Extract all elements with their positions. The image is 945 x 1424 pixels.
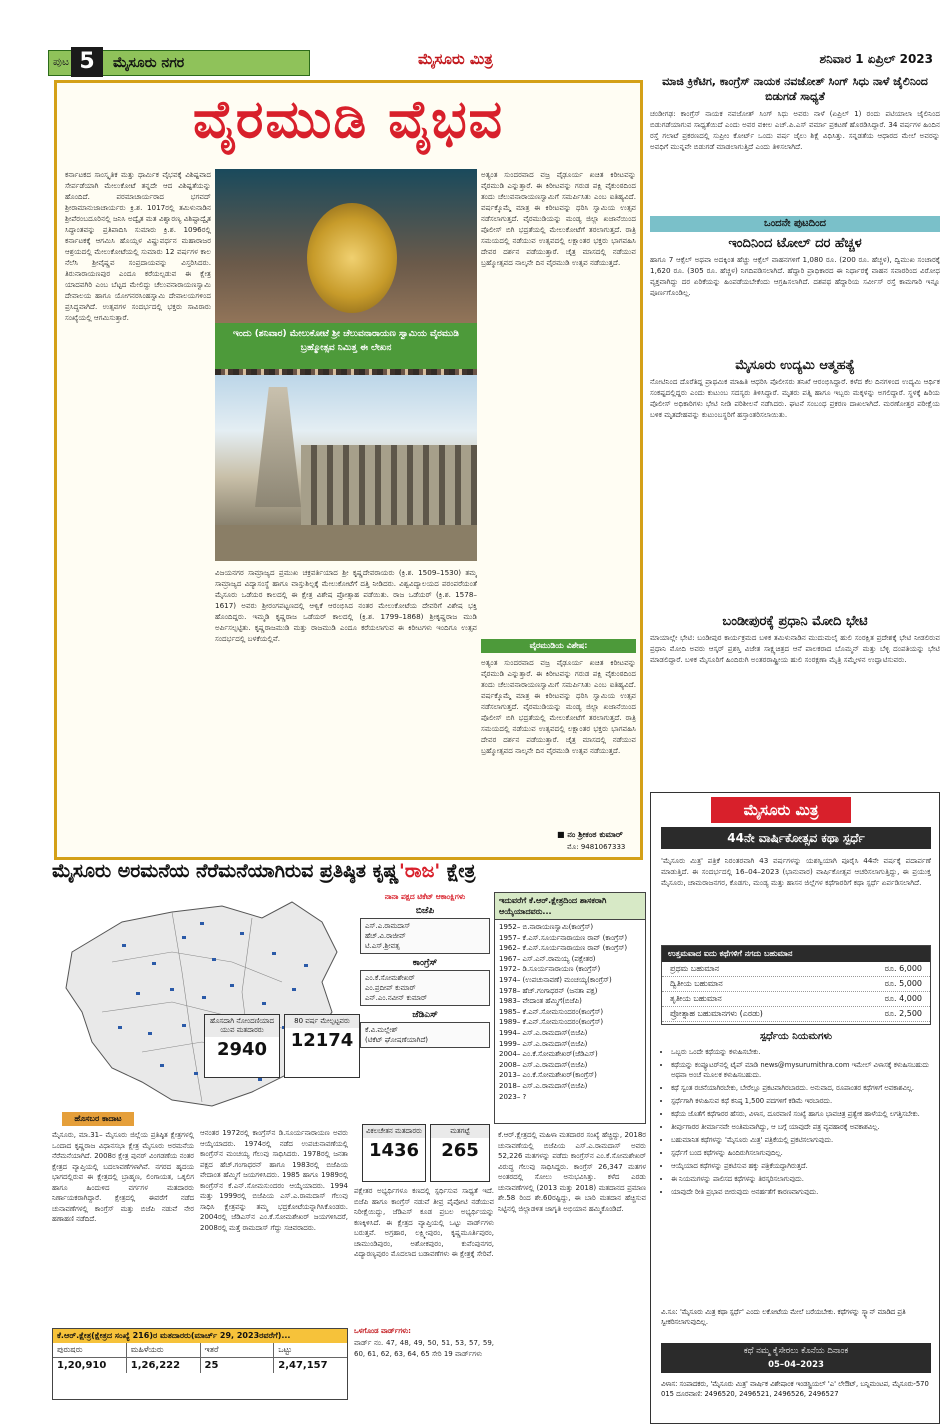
voter-table-header: ಪುರುಷರು: [53, 1343, 127, 1357]
voter-table-header: ಮಹಿಳೆಯರು: [127, 1343, 201, 1357]
section-tag: ಹೊಸಬರ ಕಾದಾಟ: [62, 1112, 134, 1126]
news-modi-headline: ಬಂಡೀಪುರಕ್ಕೆ ಪ್ರಧಾನಿ ಮೋದಿ ಭೇಟಿ: [722, 614, 868, 629]
election-col-b: ಆನಂತರ 1972ರಲ್ಲಿ ಕಾಂಗ್ರೆಸ್‌ನ ಡಿ.ಸೂರ್ಯನಾರಾಯಣ ಅವರು ಆಯ್ಕೆಯಾದರು. 1974ರಲ್ಲಿ ನಡೆದ ಉಪಚುನಾವಣೆಯಲ್ಲಿ ಕಾಂಗ್ರೆಸ್‌ನ ಮಂಚಯ್ಯ ಗೆಲುವು ಸಾಧಿಸಿದರು. 1978ರಲ್ಲಿ ಜನತಾ ಪಕ್ಷದ ಹೆಚ್.ಗಂಗಾಧರನ್ ಹಾಗೂ 1983ರಲ್ಲಿ ಬಿಜೆಪಿಯ ವೇದಾಂತ ಹೆಮ್ಮಿಗೆ ಜಯಗಳಿಸಿದರು. 1985 ಹಾಗೂ 1989ರಲ್ಲಿ ಕಾಂಗ್ರೆಸ್‌ನ ಕೆ.ಎನ್.ಸೋಮಸುಂದರಂ ಆಯ್ಕೆಯಾದರು. 1994 ಮತ್ತು 1999ರಲ್ಲಿ ಬಿಜೆಪಿಯ ಎಸ್.ಎ.ರಾಮದಾಸ್ ಗೆಲುವು ಸಾಧಿಸಿ ಕ್ಷೇತ್ರವನ್ನು ತಮ್ಮ ಭದ್ರಕೋಟೆಯನ್ನಾಗಿಸಿಕೊಂಡರು. 2004ರಲ್ಲಿ ಜೆಡಿಎಸ್‌ನ ಎಂ.ಕೆ.ಸೋಮಶೇಖರ್ ಜಯಗಳಿಸಿದರೆ, 2008ರಲ್ಲಿ ಮತ್ತೆ ರಾಮದಾಸ್ ಗೆದ್ದು ಸಚಿವರಾದರು.: [200, 1129, 348, 1232]
byline: ■ ನಂ ಶ್ರೀಕಂಠ ಕುಮಾರ್: [557, 830, 623, 839]
news-modi-text: ಮಾಯಾಲ್ಲೇ ಭೇಟಿ: ಬಂಡೀಪುರ ಕಾರ್ಯಕ್ರಮದ ಬಳಿಕ ತಮಿಳುನಾಡಿನ ಮುದುಮಲೈ ಹುಲಿ ಸಂರಕ್ಷಿತ ಪ್ರದೇಶಕ್ಕೆ ಭೇಟಿ ನೀಡಲಿರುವ ಪ್ರಧಾನಿ ಮೋದಿ ಅವರು ಆಸ್ಕರ್ ಪ್ರಶಸ್ತಿ ವಿಜೇತ ಸಾಕ್ಷ್ಯಚಿತ್ರದ ಆನೆ ಪಾಲಕರಾದ ಬೊಮ್ಮನ್ ಮತ್ತು ಬೆಳ್ಳಿ ದಂಪತಿಯನ್ನು ಭೇಟಿ ಮಾಡಲಿದ್ದಾರೆ. ಬಳಿಕ ಮೈಸೂರಿಗೆ ಹಿಂದಿರುಗಿ ಅಂತರರಾಷ್ಟ್ರೀಯ ಹುಲಿ ಸಂರಕ್ಷಣಾ ಮೈತ್ರಿ ಸಮ್ಮೇಳನ ಉದ್ಘಾಟಿಸುವರು.: [650, 633, 940, 664]
temple-photo: [215, 375, 477, 561]
stat-senior-voters: [284, 1014, 360, 1078]
mla-entry: 2018– ಎಸ್.ಎ.ರಾಮದಾಸ್(ಬಿಜೆಪಿ): [499, 1081, 588, 1090]
contest-address: ವಿಳಾಸ: ಸಂಪಾದಕರು, 'ಮೈಸೂರು ಮಿತ್ರ' ವಾರ್ಷಿಕ ವಿಶೇಷಾಂಕ ಇಂಡಸ್ಟ್ರಿಯಲ್ 'ಎ' ಲೇಔಟ್, ಬನ್ನಿಮಂಟಪ, ಮೈಸೂರು-570 015 ದೂರವಾಣಿ: 2496520, 2496521, 2496526, 2496527: [661, 1380, 929, 1398]
mla-entry: 1985– ಕೆ.ಎನ್.ಸೋಮಸುಂದರಂ(ಕಾಂಗ್ರೆಸ್): [499, 1007, 604, 1016]
stat-label: 80 ವರ್ಷ ಮೇಲ್ಪಟ್ಟವರು: [285, 1015, 359, 1028]
contest-intro: 'ಮೈಸೂರು ಮಿತ್ರ' ಪತ್ರಿಕೆ ನಿರಂತರವಾಗಿ 43 ವರ್ಷಗಳನ್ನು ಯಶಸ್ವಿಯಾಗಿ ಪೂರೈಸಿ 44ನೇ ವರ್ಷಕ್ಕೆ ಪದಾರ್ಪಣೆ ಮಾಡುತ್ತಿದೆ. ಈ ಸಂದರ್ಭದಲ್ಲಿ 16–04–2023 (ಭಾನುವಾರ) ವಾರ್ಷಿಕೋತ್ಸವ ಆಚರಿಸಲಾಗುತ್ತಿದ್ದು, ಈ ಪ್ರಯುಕ್ತ ಮೈಸೂರು, ಚಾಮರಾಜನಗರ, ಕೊಡಗು, ಮಂಡ್ಯ ಮತ್ತು ಹಾಸನ ಜಿಲ್ಲೆಗಳ ಕಥೆಗಾರರಿಗೆ ಕಥಾ ಸ್ಪರ್ಧೆ ಏರ್ಪಡಿಸಲಾಗಿದೆ.: [661, 856, 931, 887]
headline-part-2: ಕ್ಷೇತ್ರ: [440, 860, 476, 882]
stat-polling-booths: [430, 1124, 490, 1182]
news-suicide-text: ನೋಟಿನಿಂದ ದೊರೆತಿದ್ದ ಪ್ರಾಥಮಿಕ ಮಾಹಿತಿ ಆಧರಿಸಿ ಪೊಲೀಸರು ತನಿಖೆ ಆರಂಭಿಸಿದ್ದಾರೆ. ಕಳೆದ ಕೆಲ ದಿನಗಳಿಂದ ಉದ್ಯಮಿ ಆರ್ಥಿಕ ಸಂಕಷ್ಟದಲ್ಲಿದ್ದರು ಎಂದು ಕುಟುಂಬ ಸದಸ್ಯರು ತಿಳಿಸಿದ್ದಾರೆ. ಮೃತರು ಪತ್ನಿ ಹಾಗೂ ಇಬ್ಬರು ಮಕ್ಕಳನ್ನು ಅಗಲಿದ್ದಾರೆ. ಸ್ಥಳಕ್ಕೆ ಹಿರಿಯ ಪೊಲೀಸ್ ಅಧಿಕಾರಿಗಳು ಭೇಟಿ ನೀಡಿ ಪರಿಶೀಲನೆ ನಡೆಸಿದರು. ಘಟನೆ ಸಂಬಂಧ ಪ್ರಕರಣ ದಾಖಲಾಗಿದೆ. ಮರಣೋತ್ತರ ಪರೀಕ್ಷೆಯ ಬಳಿಕ ಮೃತದೇಹವನ್ನು ಕುಟುಂಬಸ್ಥರಿಗೆ ಹಸ್ತಾಂತರಿಸಲಾಯಿತು.: [650, 377, 940, 419]
rule-item: • ಆಯ್ಕೆಯಾದ ಕಥೆಗಳನ್ನು ಪ್ರಕಟಿಸುವ ಹಕ್ಕು ಪತ್ರಿಕೆಯದ್ದಾಗಿರುತ್ತದೆ.: [671, 1161, 931, 1171]
deity-crown-image: [307, 203, 397, 313]
stat-value: 1436: [368, 1140, 420, 1161]
rule-item: • ಕಥೆಯನ್ನು ಕಂಪ್ಯೂಟರ್‌ನಲ್ಲಿ ಟೈಪ್ ಮಾಡಿ news@mysurumithra.com ಇಮೇಲ್ ವಿಳಾಸಕ್ಕೆ ಕಳುಹಿಸಬಹುದು ಅಥವಾ ಅಂಚೆ ಮೂಲಕ ಕಳುಹಿಸಬಹುದು.: [671, 1060, 931, 1080]
election-col-d: ಕೆ.ಆರ್.ಕ್ಷೇತ್ರದಲ್ಲಿ ಮಹಿಳಾ ಮತದಾರರ ಸಂಖ್ಯೆ ಹೆಚ್ಚಿದ್ದು, 2018ರ ಚುನಾವಣೆಯಲ್ಲಿ ಬಿಜೆಪಿಯ ಎಸ್.ಎ.ರಾಮದಾಸ್ ಅವರು 52,226 ಮತಗಳನ್ನು ಪಡೆದು ಕಾಂಗ್ರೆಸ್‌ನ ಎಂ.ಕೆ.ಸೋಮಶೇಖರ್ ವಿರುದ್ಧ ಗೆಲುವು ಸಾಧಿಸಿದ್ದರು. ಕಾಂಗ್ರೆಸ್ 26,347 ಮತಗಳ ಅಂತರದಲ್ಲಿ ಸೋಲು ಅನುಭವಿಸಿತ್ತು. ಕಳೆದ ಎರಡು ಚುನಾವಣೆಗಳಲ್ಲಿ (2013 ಮತ್ತು 2018) ಮತದಾನದ ಪ್ರಮಾಣ ಶೇ.58 ರಿಂದ ಶೇ.60ರಷ್ಟಿದ್ದು, ಈ ಬಾರಿ ಮತದಾನ ಹೆಚ್ಚಿಸುವ ನಿಟ್ಟಿನಲ್ಲಿ ಜಿಲ್ಲಾಡಳಿತ ಜಾಗೃತಿ ಅಭಿಯಾನ ಹಮ್ಮಿಕೊಂಡಿದೆ.: [498, 1131, 646, 1213]
page-number: 5: [71, 47, 103, 77]
deadline-date: 05–04–2023: [768, 1360, 824, 1370]
issue-date: ಶನಿವಾರ 1 ಏಪ್ರಿಲ್ 2023: [819, 52, 933, 66]
prize-amount: ರೂ. 4,000: [884, 994, 922, 1003]
deadline-box: [661, 1343, 931, 1373]
voter-table-caption: ಕೆ.ಆರ್.ಕ್ಷೇತ್ರ(ಕ್ಷೇತ್ರದ ಸಂಖ್ಯೆ 216)ರ ಮತದಾರರು(ಮಾರ್ಚ್ 29, 2023ರವರೆಗೆ)...: [53, 1329, 347, 1343]
deadline-label: ಕಥೆ ನಮ್ಮ ಕೈಸೇರಲು ಕೊನೆಯ ದಿನಾಂಕ: [743, 1346, 849, 1356]
stat-value: 12174: [290, 1030, 354, 1051]
feature-title: ವೈರಮುಡಿ ವೈಭವ: [192, 89, 504, 150]
news-sidhu-text: ಚಂಡೀಗಢ: ಕಾಂಗ್ರೆಸ್ ನಾಯಕ ನವಜೋತ್ ಸಿಂಗ್ ಸಿಧು ಅವರು ನಾಳೆ (ಏಪ್ರಿಲ್ 1) ರಂದು ಪಟಿಯಾಲಾ ಜೈಲಿನಿಂದ ಬಿಡುಗಡೆಯಾಗುವ ಸಾಧ್ಯತೆಯಿದೆ ಎಂದು ಅವರ ವಕೀಲ ಎಚ್.ಪಿ.ಎಸ್ ವರ್ಮಾ ಪ್ರಕಟಣೆ ಹೊರಡಿಸಿದ್ದಾರೆ. 34 ವರ್ಷಗಳ ಹಿಂದಿನ ರಸ್ತೆ ಗಲಾಟೆ ಪ್ರಕರಣದಲ್ಲಿ ಸುಪ್ರೀಂ ಕೋರ್ಟ್ ಒಂದು ವರ್ಷ ಜೈಲು ಶಿಕ್ಷೆ ವಿಧಿಸಿತ್ತು. ಸನ್ನಡತೆಯ ಆಧಾರದ ಮೇಲೆ ಅವರನ್ನು ಅವಧಿಗೆ ಮುನ್ನವೇ ಬಿಡುಗಡೆ ಮಾಡಲಾಗುತ್ತಿದೆ ಎಂದು ತಿಳಿಸಲಾಗಿದೆ.: [650, 109, 940, 151]
feature-col-3: ಅತ್ಯಂತ ಸುಂದರವಾದ ವಜ್ರ ವೈಢೂರ್ಯ ಖಚಿತ ಕಿರೀಟವನ್ನು ವೈರಮುಡಿ ಎನ್ನುತ್ತಾರೆ. ಈ ಕಿರೀಟವನ್ನು ಗರುಡ ಪಕ್ಷಿ ವೈಕುಂಠದಿಂದ ತಂದು ಚೆಲುವನಾರಾಯಣಸ್ವಾಮಿಗೆ ಸಮರ್ಪಿಸಿತು ಎಂಬ ಐತಿಹ್ಯವಿದೆ. ವರ್ಷಕ್ಕೊಮ್ಮೆ ಮಾತ್ರ ಈ ಕಿರೀಟವನ್ನು ಧರಿಸಿ ಸ್ವಾಮಿಯ ಉತ್ಸವ ನಡೆಸಲಾಗುತ್ತದೆ. ವೈರಮುಡಿಯನ್ನು ಮಂಡ್ಯ ಜಿಲ್ಲಾ ಖಜಾನೆಯಿಂದ ಪೊಲೀಸ್ ಬಿಗಿ ಭದ್ರತೆಯಲ್ಲಿ ಮೇಲುಕೋಟೆಗೆ ತರಲಾಗುತ್ತದೆ. ರಾತ್ರಿ ಸಮಯದಲ್ಲಿ ನಡೆಯುವ ಉತ್ಸವದಲ್ಲಿ ಲಕ್ಷಾಂತರ ಭಕ್ತರು ಭಾಗವಹಿಸಿ ದೇವರ ದರ್ಶನ ಪಡೆಯುತ್ತಾರೆ. ಚೈತ್ರ ಮಾಸದಲ್ಲಿ ನಡೆಯುವ ಬ್ರಹ್ಮೋತ್ಸವದ ನಾಲ್ಕನೇ ದಿನ ವೈರಮುಡಿ ಉತ್ಸವ ನಡೆಯುತ್ತದೆ.: [481, 170, 636, 267]
mla-entry: 1974– (ಉಪಚುನಾವಣೆ) ಮಂಚಯ್ಯ(ಕಾಂಗ್ರೆಸ್): [499, 975, 612, 984]
mla-entry: 1952– ಬಿ.ನಾರಾಯಣಸ್ವಾಮಿ(ಕಾಂಗ್ರೆಸ್): [499, 923, 594, 931]
stat-disabled-voters: [362, 1124, 426, 1182]
prize-label: ತೃತೀಯ ಬಹುಮಾನ: [670, 994, 722, 1003]
past-mla-list: [494, 892, 646, 1124]
news-toll-headline: ಇಂದಿನಿಂದ ಟೋಲ್ ದರ ಹೆಚ್ಚಳ: [728, 236, 862, 251]
feature-col-3b: ಅತ್ಯಂತ ಸುಂದರವಾದ ವಜ್ರ ವೈಢೂರ್ಯ ಖಚಿತ ಕಿರೀಟವನ್ನು ವೈರಮುಡಿ ಎನ್ನುತ್ತಾರೆ. ಈ ಕಿರೀಟವನ್ನು ಗರುಡ ಪಕ್ಷಿ ವೈಕುಂಠದಿಂದ ತಂದು ಚೆಲುವನಾರಾಯಣಸ್ವಾಮಿಗೆ ಸಮರ್ಪಿಸಿತು ಎಂಬ ಐತಿಹ್ಯವಿದೆ. ವರ್ಷಕ್ಕೊಮ್ಮೆ ಮಾತ್ರ ಈ ಕಿರೀಟವನ್ನು ಧರಿಸಿ ಸ್ವಾಮಿಯ ಉತ್ಸವ ನಡೆಸಲಾಗುತ್ತದೆ. ವೈರಮುಡಿಯನ್ನು ಮಂಡ್ಯ ಜಿಲ್ಲಾ ಖಜಾನೆಯಿಂದ ಪೊಲೀಸ್ ಬಿಗಿ ಭದ್ರತೆಯಲ್ಲಿ ಮೇಲುಕೋಟೆಗೆ ತರಲಾಗುತ್ತದೆ. ರಾತ್ರಿ ಸಮಯದಲ್ಲಿ ನಡೆಯುವ ಉತ್ಸವದಲ್ಲಿ ಲಕ್ಷಾಂತರ ಭಕ್ತರು ಭಾಗವಹಿಸಿ ದೇವರ ದರ್ಶನ ಪಡೆಯುತ್ತಾರೆ. ಚೈತ್ರ ಮಾಸದಲ್ಲಿ ನಡೆಯುವ ಬ್ರಹ್ಮೋತ್ಸವದ ನಾಲ್ಕನೇ ದಿನ ವೈರಮುಡಿ ಉತ್ಸವ ನಡೆಯುತ್ತದೆ.: [481, 658, 636, 755]
page-word: ಪುಟ: [53, 55, 70, 68]
stat-label: ಮತಗಟ್ಟೆ: [431, 1125, 489, 1138]
feature-col-1: ಕರ್ನಾಟಕದ ಸಾಂಸ್ಕೃತಿಕ ಮತ್ತು ಧಾರ್ಮಿಕ ವೈಭವಕ್ಕೆ ವಿಶಿಷ್ಟವಾದ ಸೇರ್ಪಡೆಯಾಗಿ ಮೇಲುಕೋಟೆ ತನ್ನದೇ ಆದ ವಿಶಿಷ್ಟತೆಯನ್ನು ಹೊಂದಿದೆ. ಪರಮಾಚಾರ್ಯರಾದ ಭಗವದ್ ಶ್ರೀರಾಮಾನುಜಾಚಾರ್ಯರು ಕ್ರಿ.ಶ. 1017ರಲ್ಲಿ ತಮಿಳುನಾಡಿನ ಶ್ರೀಪೆರಂಬದೂರಿನಲ್ಲಿ ಜನಿಸಿ ಅದ್ವೈತ ಮತ ವಿಶ್ವಾರಣ್ಯ ವಿಶಿಷ್ಟಾದ್ವೈತ ಸಿದ್ಧಾಂತವನ್ನು ಪ್ರತಿಪಾದಿಸಿ ಸುಮಾರು ಕ್ರಿ.ಶ. 1096ರಲ್ಲಿ ಕರ್ನಾಟಕಕ್ಕೆ ಆಗಮಿಸಿ ಹೊಯ್ಸಳ ವಿಷ್ಣುವರ್ಧನ ಮಹಾರಾಜರ ಆಶ್ರಯದಲ್ಲಿ ಮೇಲುಕೋಟೆಯಲ್ಲಿ ಸುಮಾರು 12 ವರ್ಷಗಳ ಕಾಲ ನೆಲೆಸಿ ಶ್ರೀವೈಷ್ಣವ ಸಂಪ್ರದಾಯವನ್ನು ವಿಸ್ತರಿಸಿದರು. ತಿರುನಾರಾಯಣಪುರ ಎಂದೂ ಕರೆಯಲ್ಪಡುವ ಈ ಕ್ಷೇತ್ರ ಯಾದವಗಿರಿ ಎಂಬ ಬೆಟ್ಟದ ಮೇಲಿದ್ದು ಚೆಲುವನಾರಾಯಣಸ್ವಾಮಿ ದೇವಾಲಯ ಹಾಗೂ ಯೋಗನರಸಿಂಹಸ್ವಾಮಿ ದೇವಾಲಯಗಳಿಂದ ಪ್ರಸಿದ್ಧವಾಗಿದೆ. ಉತ್ಸವಗಳ ಸಂದರ್ಭದಲ್ಲಿ ಭಕ್ತರು ಸಾವಿರಾರು ಸಂಖ್ಯೆಯಲ್ಲಿ ಆಗಮಿಸುತ್ತಾರೆ.: [65, 170, 211, 322]
prize-label: ಪ್ರಥಮ ಬಹುಮಾನ: [670, 964, 720, 973]
voter-table-value-row: [53, 1358, 347, 1373]
stat-label: ಹೊಸದಾಗಿ ನೋಂದಣಿಯಾದ ಯುವ ಮತದಾರರು: [205, 1015, 279, 1037]
stat-value: 265: [441, 1140, 479, 1161]
prize-amount: ರೂ. 6,000: [884, 964, 922, 973]
rule-item: • ಕಥೆಯ ಜೊತೆಗೆ ಕಥೆಗಾರರ ಹೆಸರು, ವಿಳಾಸ, ದೂರವಾಣಿ ಸಂಖ್ಯೆ ಹಾಗೂ ಭಾವಚಿತ್ರ ಪ್ರತ್ಯೇಕ ಹಾಳೆಯಲ್ಲಿ ಲಗತ್ತಿಸಬೇಕು.: [671, 1109, 931, 1119]
party-members-jds: ಕೆ.ವಿ.ಮಲ್ಲೇಶ್ (ಟಿಕೆಟ್ ಘೋಷಣೆಯಾಗಿದೆ): [360, 1022, 490, 1048]
voter-table-header: ಇತರೆ: [201, 1343, 275, 1357]
mla-entry: 1999– ಎಸ್.ಎ.ರಾಮದಾಸ್(ಬಿಜೆಪಿ): [499, 1039, 588, 1048]
envelope-note: ವಿ.ಸೂ: 'ಮೈಸೂರು ಮಿತ್ರ ಕಥಾ ಸ್ಪರ್ಧೆ' ಎಂದು ಲಕೋಟೆಯ ಮೇಲೆ ಬರೆಯಬೇಕು. ಕಥೆಗಳನ್ನು ಸ್ಕ್ಯಾನ್ ಮಾಡಿದ ಪ್ರತಿ ಸ್ವೀಕರಿಸಲಾಗುವುದಿಲ್ಲ.: [661, 1308, 906, 1326]
story-contest-box: [650, 792, 940, 1424]
stat-value: 2940: [216, 1039, 268, 1060]
headline-raj: 'ರಾಜ': [399, 860, 441, 882]
procession-photo: [215, 169, 477, 407]
rule-item: • ಸ್ಪರ್ಧೆಗೆ ಬಂದ ಕಥೆಗಳನ್ನು ಹಿಂದಿರುಗಿಸಲಾಗುವುದಿಲ್ಲ.: [671, 1148, 931, 1158]
voter-table-value: 2,47,157: [278, 1360, 328, 1371]
election-wards-heading: ಒಳಗೊಂಡ ವಾರ್ಡ್‌ಗಳು:: [354, 1327, 411, 1335]
prize-label: ದ್ವಿತೀಯ ಬಹುಮಾನ: [670, 979, 723, 988]
voter-table-header-row: [53, 1343, 347, 1358]
feature-article: [54, 80, 643, 860]
mla-entry: 1978– ಹೆಚ್.ಗಂಗಾಧರನ್ (ಜನತಾ ಪಕ್ಷ): [499, 986, 598, 995]
prize-row: [662, 992, 930, 1007]
mla-entry: 2013– ಎಂ.ಕೆ.ಸೋಮಶೇಖರ್(ಕಾಂಗ್ರೆಸ್): [499, 1071, 597, 1080]
rule-item: • ಯಾವುದೇ ರೀತಿ ಪ್ರಭಾವ ಬೀರುವುದು ಅನರ್ಹತೆಗೆ ಕಾರಣವಾಗುವುದು.: [671, 1187, 931, 1197]
news-sidhu-headline: ಮಾಜಿ ಕ್ರಿಕೆಟಿಗ, ಕಾಂಗ್ರೆಸ್ ನಾಯಕ ನವಜೋತ್ ಸಿಂಗ್ ಸಿಧು ನಾಳೆ ಜೈಲಿನಿಂದ ಬಿಡುಗಡೆ ಸಾಧ್ಯತೆ: [662, 75, 928, 103]
constituency-map: [52, 892, 352, 1114]
rule-item: • ಕಥೆ ಸ್ವಂತ ರಚನೆಯಾಗಿರಬೇಕು, ಬೇರೆಲ್ಲೂ ಪ್ರಕಟವಾಗಿರಬಾರದು. ಅನುವಾದ, ರೂಪಾಂತರ ಕಥೆಗಳಿಗೆ ಅವಕಾಶವಿಲ್ಲ.: [671, 1083, 931, 1093]
stat-label: ವಿಕಲಚೇತನ ಮತದಾರರು: [363, 1125, 425, 1138]
rule-item: • ಸ್ಪರ್ಧೆಗಾಗಿ ಕಳುಹಿಸುವ ಕಥೆ ಕನಿಷ್ಠ 1,500 ಪದಗಳಿಗೆ ಕಡಿಮೆ ಇರಬಾರದು.: [671, 1096, 931, 1106]
byline-phone: ಮೊ: 9481067333: [567, 843, 626, 851]
party-members-bjp: ಎಸ್.ಎ.ರಾಮದಾಸ್ ಹೆಚ್.ವಿ.ರಾಜೀವ್ ಟಿ.ಎಸ್.ಶ್ರೀವತ್ಸ: [360, 918, 490, 954]
prize-label: ಪ್ರೋತ್ಸಾಹ ಬಹುಮಾನಗಳು (ಎರಡು): [670, 1009, 763, 1018]
mla-list-heading: ಇದುವರೆಗೆ ಕೆ.ಆರ್.ಕ್ಷೇತ್ರದಿಂದ ಶಾಸಕರಾಗಿ ಆಯ್ಕೆಯಾದವರು...: [495, 893, 645, 920]
mla-entry: 1983– ವೇದಾಂತ ಹೆಮ್ಮಿಗೆ(ಬಿಜೆಪಿ): [499, 997, 582, 1006]
prize-row: [662, 977, 930, 992]
page-header: [0, 0, 945, 80]
ticket-aspirants: [360, 892, 490, 1122]
mla-entry: 1972– ಡಿ.ಸೂರ್ಯನಾರಾಯಣ (ಕಾಂಗ್ರೆಸ್): [499, 965, 601, 974]
gopuram-image: [255, 387, 301, 507]
news-suicide-headline: ಮೈಸೂರು ಉದ್ಯಮಿ ಆತ್ಮಹತ್ಯೆ: [735, 358, 855, 373]
stat-young-voters: [204, 1014, 280, 1078]
voter-table-value: 1,20,910: [53, 1358, 127, 1373]
party-members-congress: ಎಂ.ಕೆ.ಸೋಮಶೇಖರ್ ಎಂ.ಪ್ರದೀಪ್ ಕುಮಾರ್ ಎನ್.ಎಂ.ನವೀನ್ ಕುಮಾರ್: [360, 970, 490, 1006]
prize-row: [662, 1007, 930, 1022]
mla-entry: 2008– ಎಸ್.ಎ.ರಾಮದಾಸ್(ಬಿಜೆಪಿ): [499, 1060, 588, 1069]
voter-table-header: ಒಟ್ಟು: [278, 1345, 292, 1354]
election-col-a: ಮೈಸೂರು, ಮಾ.31– ಮೈಸೂರು ಜಿಲ್ಲೆಯ ಪ್ರತಿಷ್ಠಿತ ಕ್ಷೇತ್ರಗಳಲ್ಲಿ ಒಂದಾದ ಕೃಷ್ಣರಾಜ ವಿಧಾನಸಭಾ ಕ್ಷೇತ್ರ ಮೈಸೂರು ಅರಮನೆಯ ನೆರೆಮನೆಯಾಗಿದೆ. 2008ರ ಕ್ಷೇತ್ರ ಪುನರ್ ವಿಂಗಡಣೆಯ ನಂತರ ಕ್ಷೇತ್ರದ ವ್ಯಾಪ್ತಿಯಲ್ಲಿ ಬದಲಾವಣೆಗಳಾಗಿವೆ. ನಗರದ ಹೃದಯ ಭಾಗದಲ್ಲಿರುವ ಈ ಕ್ಷೇತ್ರದಲ್ಲಿ ಬ್ರಾಹ್ಮಣ, ಲಿಂಗಾಯತ, ಒಕ್ಕಲಿಗ ಹಾಗೂ ಹಿಂದುಳಿದ ವರ್ಗಗಳ ಮತದಾರರು ನಿರ್ಣಾಯಕರಾಗಿದ್ದಾರೆ. ಕ್ಷೇತ್ರದಲ್ಲಿ ಈವರೆಗೆ ನಡೆದ ಚುನಾವಣೆಗಳಲ್ಲಿ ಕಾಂಗ್ರೆಸ್ ಮತ್ತು ಬಿಜೆಪಿ ನಡುವೆ ನೇರ ಹಣಾಹಣಿ ನಡೆದಿದೆ.: [52, 1131, 194, 1223]
prize-table-heading: ಉತ್ತಮವಾದ ಐದು ಕಥೆಗಳಿಗೆ ನಗದು ಬಹುಮಾನ: [662, 946, 930, 962]
mla-entries: [495, 920, 645, 1104]
voter-count-table: [52, 1328, 348, 1400]
headline-part-1: ಮೈಸೂರು ಅರಮನೆಯ ನೆರೆಮನೆಯಾಗಿರುವ ಪ್ರತಿಷ್ಠಿತ ಕೃಷ್ಣ: [52, 860, 399, 882]
prize-table: [661, 945, 931, 1025]
party-name-jds: ಜೆಡಿಎಸ್: [412, 1010, 438, 1020]
colonnade-image: [301, 445, 477, 525]
election-headline: [52, 860, 648, 890]
rule-item: • ಈ ನಿಯಮಗಳನ್ನು ಪಾಲಿಸದ ಕಥೆಗಳನ್ನು ತಿರಸ್ಕರಿಸಲಾಗುವುದು.: [671, 1174, 931, 1184]
rules-list: [661, 1047, 931, 1200]
photo-caption: ಇಂದು (ಶನಿವಾರ) ಮೇಲುಕೋಟೆ ಶ್ರೀ ಚೆಲುವನಾರಾಯಣ ಸ್ವಾಮಿಯ ವೈರಮುಡಿ ಬ್ರಹ್ಮೋತ್ಸವ ನಿಮಿತ್ತ ಈ ಲೇಖನ: [215, 323, 477, 369]
prize-amount: ರೂ. 5,000: [884, 979, 922, 988]
section-name: ಮೈಸೂರು ನಗರ: [113, 55, 185, 71]
mla-entry: 1989– ಕೆ.ಎನ್.ಸೋಮಸುಂದರಂ(ಕಾಂಗ್ರೆಸ್): [499, 1018, 604, 1027]
voter-table-value: 1,26,222: [127, 1358, 201, 1373]
feature-subhead: ವೈರಮುಡಿಯ ವಿಶೇಷ:: [481, 639, 636, 653]
aspirants-heading: ನಾನಾ ಪಕ್ಷದ ಟಿಕೆಟ್ ಆಕಾಂಕ್ಷಿಗಳು: [384, 892, 466, 901]
mla-entry: 2004– ಎಂ.ಕೆ.ಸೋಮಶೇಖರ್(ಜೆಡಿಎಸ್): [499, 1050, 598, 1059]
section-tab: [48, 50, 310, 76]
rule-item: • ಒಬ್ಬರು ಒಂದೇ ಕಥೆಯನ್ನು ಕಳುಹಿಸಬೇಕು.: [671, 1047, 931, 1057]
contest-title: 44ನೇ ವಾರ್ಷಿಕೋತ್ಸವ ಕಥಾ ಸ್ಪರ್ಧೆ: [661, 827, 931, 849]
voter-table-value: 25: [201, 1358, 275, 1373]
contest-masthead: ಮೈಸೂರು ಮಿತ್ರ: [711, 797, 851, 823]
rules-heading: ಸ್ಪರ್ಧೆಯ ನಿಯಮಗಳು: [759, 1031, 833, 1042]
mla-entry: 1967– ಎಸ್.ಎನ್.ರಾಮಯ್ಯ (ಪಕ್ಷೇತರ): [499, 954, 596, 963]
party-name-congress: ಕಾಂಗ್ರೆಸ್: [412, 958, 438, 968]
prize-row: [662, 962, 930, 977]
rule-item: • ಬಹುಮಾನಿತ ಕಥೆಗಳನ್ನು 'ಮೈಸೂರು ಮಿತ್ರ' ಪತ್ರಿಕೆಯಲ್ಲಿ ಪ್ರಕಟಿಸಲಾಗುವುದು.: [671, 1135, 931, 1145]
courtyard-image: [215, 525, 477, 561]
election-col-c: ಪಕ್ಷೇತರ ಅಭ್ಯರ್ಥಿಗಳೂ ಕಣದಲ್ಲಿ ಸ್ಪರ್ಧಿಸುವ ಸಾಧ್ಯತೆ ಇದೆ. ಬಿಜೆಪಿ ಹಾಗೂ ಕಾಂಗ್ರೆಸ್ ನಡುವೆ ತೀವ್ರ ಪೈಪೋಟಿ ನಡೆಯುವ ನಿರೀಕ್ಷೆಯಿದ್ದು, ಜೆಡಿಎಸ್ ಕೂಡ ಪ್ರಬಲ ಅಭ್ಯರ್ಥಿಯನ್ನು ಕಣಕ್ಕಿಳಿಸಿದೆ. ಈ ಕ್ಷೇತ್ರದ ವ್ಯಾಪ್ತಿಯಲ್ಲಿ ಒಟ್ಟು ವಾರ್ಡ್‌ಗಳು ಬರುತ್ತವೆ. ಅಗ್ರಹಾರ, ಲಕ್ಷ್ಮೀಪುರಂ, ಕೃಷ್ಣಮೂರ್ತಿಪುರಂ, ಚಾಮುಂಡಿಪುರಂ, ಅಶೋಕಪುರಂ, ಕುವೆಂಪುನಗರ, ವಿದ್ಯಾರಣ್ಯಪುರಂ ಮೊದಲಾದ ಬಡಾವಣೆಗಳು ಈ ಕ್ಷೇತ್ರಕ್ಕೆ ಸೇರಿವೆ.: [354, 1187, 494, 1258]
right-column: [650, 74, 940, 744]
prize-amount: ರೂ. 2,500: [884, 1009, 922, 1018]
rule-item: • ತೀರ್ಪುಗಾರರ ತೀರ್ಮಾನವೇ ಅಂತಿಮವಾಗಿದ್ದು, ಆ ಬಗ್ಗೆ ಯಾವುದೇ ಪತ್ರ ವ್ಯವಹಾರಕ್ಕೆ ಅವಕಾಶವಿಲ್ಲ.: [671, 1122, 931, 1132]
masthead: ಮೈಸೂರು ಮಿತ್ರ: [418, 50, 493, 68]
party-name-bjp: ಬಿಜೆಪಿ: [415, 906, 435, 916]
mla-entry: 1962– ಕೆ.ಎಸ್.ಸೂರ್ಯನಾರಾಯಣ ರಾವ್ (ಕಾಂಗ್ರೆಸ್): [499, 944, 628, 953]
feature-col-2: ವಿಜಯನಗರ ಸಾಮ್ರಾಜ್ಯದ ಪ್ರಮುಖ ಚಕ್ರವರ್ತಿಯಾದ ಶ್ರೀ ಕೃಷ್ಣದೇವರಾಯರು (ಕ್ರಿ.ಶ. 1509–1530) ತಮ್ಮ ಸಾಮ್ರಾಜ್ಯದ ವಿದ್ಯಾಸಂಸ್ಥೆ ಹಾಗೂ ವಾಸ್ತುಶಿಲ್ಪಕ್ಕೆ ಮೇಲುಕೋಟೆಗೆ ದತ್ತಿ ನೀಡಿದರು. ವಿಶ್ವವಿದ್ಯಾಲಯದ ಪರಂಪರೆಯಂತೆ ಮೈಸೂರು ಒಡೆಯರ ಕಾಲದಲ್ಲಿ ಈ ಕ್ಷೇತ್ರ ವಿಶೇಷ ಪ್ರೋತ್ಸಾಹ ಪಡೆಯಿತು. ರಾಜ ಒಡೆಯರ್ (ಕ್ರಿ.ಶ. 1578–1617) ಅವರು ಶ್ರೀರಂಗಪಟ್ಟಣದಲ್ಲಿ ಆಳ್ವಿಕೆ ಆರಂಭಿಸಿದ ನಂತರ ಮೇಲುಕೋಟೆಯ ದೇವರಿಗೆ ವಿಶೇಷ ಭಕ್ತಿ ಹೊಂದಿದ್ದರು. ಇಮ್ಮಡಿ ಕೃಷ್ಣರಾಜ ಒಡೆಯರ್ ಕಾಲದಲ್ಲಿ (ಕ್ರಿ.ಶ. 1799–1868) ಶ್ರೀಕೃಷ್ಣರಾಜ ಮುಡಿ ಅರ್ಪಿಸಲ್ಪಟ್ಟಿತು. ಕೃಷ್ಣರಾಜಮುಡಿ ಮತ್ತು ರಾಜಮುಡಿ ಎಂದೂ ಕರೆಯಲಾಗುವ ಈ ಕಿರೀಟಗಳು ಇಂದಿಗೂ ಉತ್ಸವ ಸಂದರ್ಭದಲ್ಲಿ ಬಳಕೆಯಲ್ಲಿವೆ.: [215, 568, 477, 643]
news-toll-text: ಹಾಗೂ 7 ಆಕ್ಸೆಲ್ ಅಥವಾ ಅದಕ್ಕಿಂತ ಹೆಚ್ಚು ಆಕ್ಸೆಲ್ ವಾಹನಗಳಿಗೆ 1,080 ರೂ. (200 ರೂ. ಹೆಚ್ಚಳ), ದ್ವಿಮುಖ ಸಂಚಾರಕ್ಕೆ 1,620 ರೂ. (305 ರೂ. ಹೆಚ್ಚಳ) ನಿಗದಿಪಡಿಸಲಾಗಿದೆ. ಹೆದ್ದಾರಿ ಪ್ರಾಧಿಕಾರದ ಈ ನಿರ್ಧಾರಕ್ಕೆ ವಾಹನ ಸವಾರರಿಂದ ವಿರೋಧ ವ್ಯಕ್ತವಾಗಿದ್ದು ದರ ಏರಿಕೆಯನ್ನು ಹಿಂಪಡೆಯಬೇಕೆಂದು ಆಗ್ರಹಿಸಲಾಗಿದೆ. ದಶಪಥ ಹೆದ್ದಾರಿಯ ಸರ್ವೀಸ್ ರಸ್ತೆ ಕಾಮಗಾರಿ ಇನ್ನೂ ಪೂರ್ಣಗೊಂಡಿಲ್ಲ.: [650, 255, 940, 297]
mla-entry: 2023– ?: [499, 1092, 527, 1101]
continued-bar: ಒಂದನೇ ಪುಟದಿಂದ: [650, 216, 940, 232]
mla-entry: 1994– ಎಸ್.ಎ.ರಾಮದಾಸ್(ಬಿಜೆಪಿ): [499, 1028, 588, 1037]
election-wards: ವಾರ್ಡ್ ನಂ. 47, 48, 49, 50, 51, 53, 57, 59, 60, 61, 62, 63, 64, 65 ಸೇರಿ 19 ವಾರ್ಡ್‌ಗಳು: [354, 1339, 494, 1358]
mla-entry: 1957– ಕೆ.ಎಸ್.ಸೂರ್ಯನಾರಾಯಣ ರಾವ್ (ಕಾಂಗ್ರೆಸ್): [499, 933, 628, 942]
